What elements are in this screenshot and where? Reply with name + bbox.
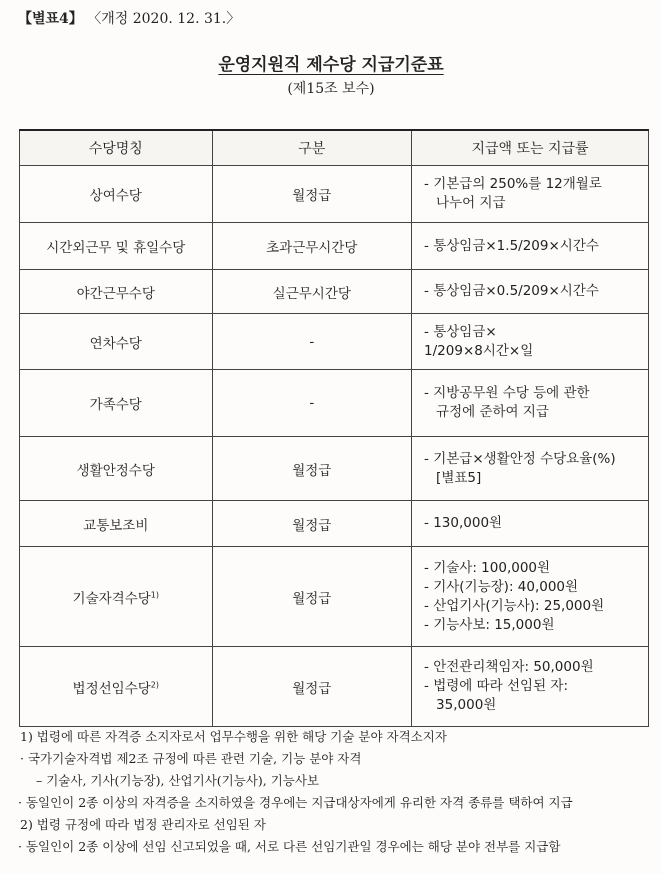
footnote-1: 1) 법령에 따른 자격증 소지자로서 업무수행을 위한 해당 기술 분야 자격소지자 xyxy=(20,729,447,744)
allowance-amount xyxy=(412,370,649,437)
table-row xyxy=(20,647,649,727)
amount-line: 1/209×8시간×일 xyxy=(424,342,534,359)
allowance-amount xyxy=(412,223,649,270)
document-header xyxy=(18,8,240,28)
allowance-name: 연차수당 xyxy=(20,314,213,370)
amount-line: - 기사(기능장): 40,000원 xyxy=(424,578,579,595)
amount-line: - 산업기사(기능사): 25,000원 xyxy=(424,597,605,614)
revision-date: 〈개정 2020. 12. 31.〉 xyxy=(87,11,241,27)
allowance-category: 초과근무시간당 xyxy=(212,223,412,270)
table-row xyxy=(20,314,649,370)
footnote-2: 2) 법령 규정에 따라 법정 관리자로 선임된 자 xyxy=(20,817,266,832)
allowance-name: 가족수당 xyxy=(20,370,213,437)
amount-line: - 통상임금×0.5/209×시간수 xyxy=(424,283,599,299)
table-header-row xyxy=(20,130,649,166)
allowance-amount xyxy=(412,314,649,370)
amount-line: - 통상임금×1.5/209×시간수 xyxy=(424,237,599,254)
allowance-table xyxy=(19,129,649,727)
amount-line: - 법령에 따라 선임된 자: xyxy=(424,678,569,694)
footnote-2-bullet: · 동일인이 2종 이상에 선임 신고되었을 때, 서로 다른 선임기관일 경우에는 해당 분야 전부를 지급함 xyxy=(18,839,561,854)
amount-line: - 기본급의 250%를 12개월로 xyxy=(424,176,602,192)
table-row xyxy=(20,223,649,270)
allowance-name: 법정선임수당$^{2)}$ xyxy=(20,647,213,727)
allowance-amount xyxy=(412,547,649,647)
allowance-name: 교통보조비 xyxy=(20,501,213,547)
allowance-category: - xyxy=(212,314,412,370)
column-header-category: 구분 xyxy=(212,130,412,166)
allowance-amount xyxy=(412,647,649,727)
allowance-amount xyxy=(412,501,649,547)
column-header-amount: 지급액 또는 지급률 xyxy=(412,130,649,166)
amount-line: [별표5] xyxy=(436,469,482,486)
table-row xyxy=(20,501,649,547)
allowance-name: 야간근무수당 xyxy=(20,270,213,314)
allowance-category: 월정급 xyxy=(212,547,412,647)
allowance-category: - xyxy=(212,370,412,437)
allowance-amount xyxy=(412,437,649,501)
footnote-1-bullet: · 국가기술자격법 제2조 규정에 따른 관련 기술, 기능 분야 자격 xyxy=(20,751,362,766)
document-title: 운영지원직 제수당 지급기준표 xyxy=(218,55,444,75)
document-subtitle: (제15조 보수) xyxy=(287,81,375,97)
table-row xyxy=(20,547,649,647)
amount-line: 규정에 준하여 지급 xyxy=(436,404,549,420)
column-header-name: 수당명칭 xyxy=(20,130,213,166)
amount-line: 35,000원 xyxy=(436,697,497,713)
allowance-name: 기술자격수당$^{1)}$ xyxy=(20,547,213,647)
amount-line: - 기본급×생활안정 수당요율(%) xyxy=(424,450,616,467)
footnote-marker: 1) xyxy=(150,590,159,599)
amount-line: 나누어 지급 xyxy=(436,195,506,211)
allowance-category: 월정급 xyxy=(212,501,412,547)
footnotes xyxy=(18,726,648,858)
footnote-marker: 2) xyxy=(150,680,159,689)
table-row xyxy=(20,437,649,501)
allowance-category: 월정급 xyxy=(212,166,412,223)
amount-line: - 안전관리책임자: 50,000원 xyxy=(424,659,594,675)
allowance-amount xyxy=(412,270,649,314)
allowance-name: 시간외근무 및 휴일수당 xyxy=(20,223,213,270)
footnote-1-bullet-2: · 동일인이 2종 이상의 자격증을 소지하였을 경우에는 지급대상자에게 유리한 자격 종류를 택하여 지급 xyxy=(18,795,573,810)
amount-line: - 통상임금× xyxy=(424,323,497,340)
allowance-category: 월정급 xyxy=(212,647,412,727)
table-row xyxy=(20,370,649,437)
allowance-amount xyxy=(412,166,649,223)
allowance-category: 실근무시간당 xyxy=(212,270,412,314)
amount-line: - 지방공무원 수당 등에 관한 xyxy=(424,385,590,401)
footnote-1-subitem: – 기술사, 기사(기능장), 산업기사(기능사), 기능사보 xyxy=(36,773,319,788)
amount-line: - 기능사보: 15,000원 xyxy=(424,616,555,633)
appendix-tag: 【별표4】 xyxy=(18,11,83,27)
amount-line: - 130,000원 xyxy=(424,515,503,531)
allowance-name: 상여수당 xyxy=(20,166,213,223)
amount-line: - 기술사: 100,000원 xyxy=(424,559,551,576)
allowance-category: 월정급 xyxy=(212,437,412,501)
table-row xyxy=(20,166,649,223)
allowance-name: 생활안정수당 xyxy=(20,437,213,501)
table-row xyxy=(20,270,649,314)
